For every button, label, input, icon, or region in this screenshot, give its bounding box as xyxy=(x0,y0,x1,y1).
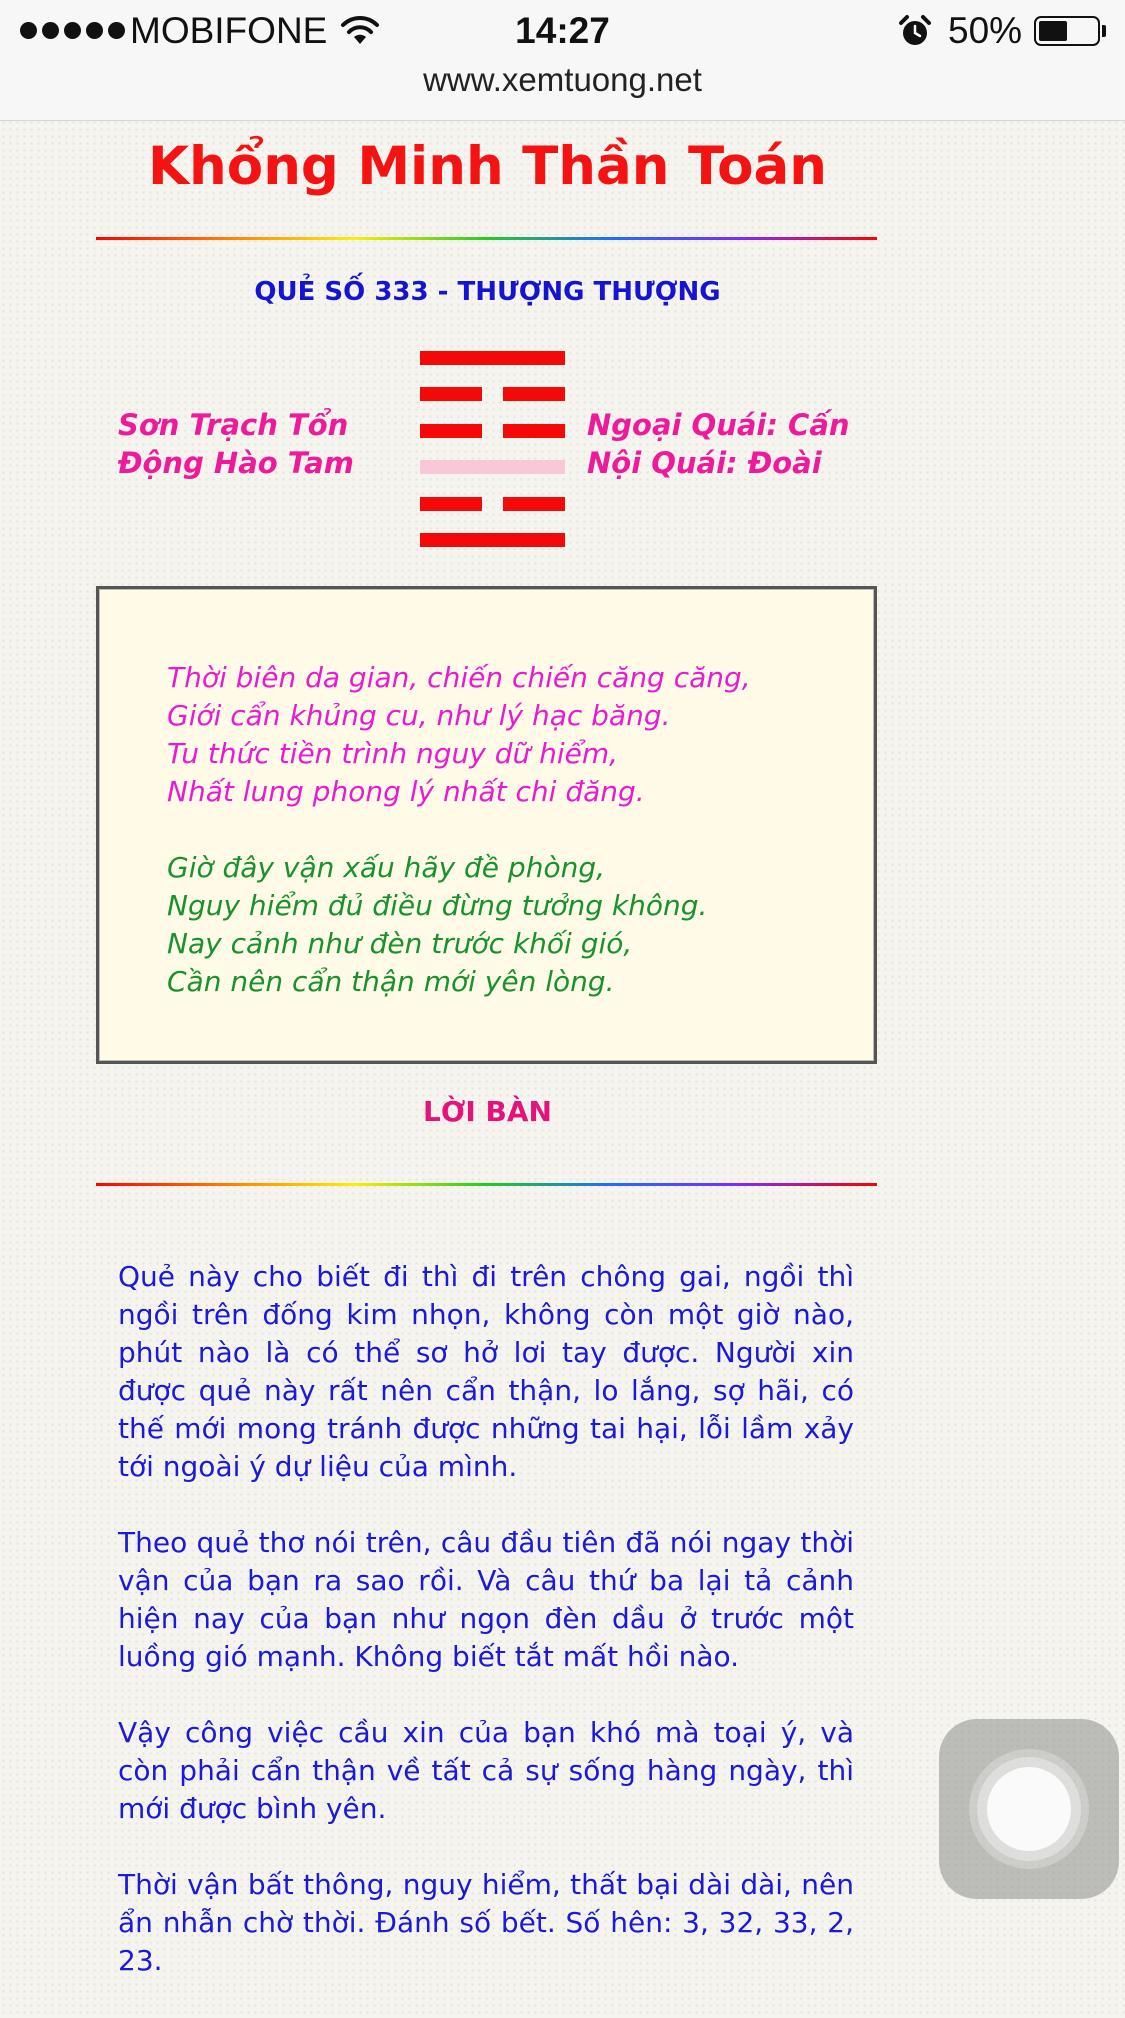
assistive-touch-ring-inner xyxy=(987,1767,1071,1851)
poem-line: Tu thức tiền trình nguy dữ hiểm, xyxy=(167,737,619,770)
poem-line: Nay cảnh như đèn trước khối gió, xyxy=(167,927,633,960)
poem-line: Cần nên cẩn thận mới yên lòng. xyxy=(167,965,615,998)
inner-trigram: Nội Quái: Đoài xyxy=(587,446,822,480)
poem-line: Nguy hiểm đủ điều đừng tưởng không. xyxy=(167,889,708,922)
hexagram-name: Sơn Trạch Tổn xyxy=(118,408,349,442)
hexagram-line-segment xyxy=(503,424,565,438)
carrier-name: MOBIFONE xyxy=(130,10,328,51)
battery-level-fill xyxy=(1039,21,1067,41)
poem-stanza-translation xyxy=(167,849,707,1001)
battery-nub xyxy=(1102,25,1106,37)
trigram-info-block xyxy=(587,406,850,482)
poem-line: Giờ đây vận xấu hãy đề phòng, xyxy=(167,851,606,884)
url-bar[interactable]: www.xemtuong.net xyxy=(423,61,702,98)
hexagram-line-segment xyxy=(503,497,565,511)
hexagram-line-segment xyxy=(420,387,482,401)
commentary xyxy=(118,1258,854,2018)
page-title: Khổng Minh Thần Toán xyxy=(147,136,827,197)
hexagram-line-segment xyxy=(420,424,482,438)
rainbow-divider-top xyxy=(96,237,877,240)
hexagram-line xyxy=(420,533,565,547)
assistive-touch-icon[interactable] xyxy=(939,1719,1119,1899)
battery-icon xyxy=(1034,16,1100,46)
commentary-paragraph: Quẻ này cho biết đi thì đi trên chông gai, ngồi thì ngồi trên đống kim nhọn, không còn một giờ nào, phút nào là có thể sơ hở lơi tay được. Người xin được quẻ này rất nên cẩn thận, lo lắng, sợ hãi, có thế mới mong tránh được những tai hại, lỗi lầm xảy tới ngoài ý dự liệu của mình. xyxy=(118,1260,854,1483)
battery-percent: 50% xyxy=(948,10,1023,51)
hexagram-line xyxy=(420,497,565,511)
hexagram-moving-line xyxy=(420,460,565,474)
hexagram-line xyxy=(420,351,565,365)
hexagram-line-segment xyxy=(420,533,565,547)
commentary-paragraph: Theo quẻ thơ nói trên, câu đầu tiên đã nói ngay thời vận của bạn ra sao rồi. Và câu thứ ba lại tả cảnh hiện nay của bạn như ngọn đèn dầu ở trước một luồng gió mạnh. Không biết tắt mất hồi nào. xyxy=(118,1526,854,1673)
alarm-clock-icon xyxy=(898,14,932,48)
poem-line: Nhất lung phong lý nhất chi đăng. xyxy=(167,775,645,808)
hexagram-line xyxy=(420,424,565,438)
hexagram-figure xyxy=(420,351,565,543)
hexagram-title: QUẺ SỐ 333 - THƯỢNG THƯỢNG xyxy=(254,277,721,307)
commentary-paragraph: Vậy công việc cầu xin của bạn khó mà toại ý, và còn phải cẩn thận về tất cả sự sống hàng ngày, thì mới được bình yên. xyxy=(118,1716,854,1825)
hexagram-line-segment xyxy=(420,351,565,365)
commentary-paragraph: Thời vận bất thông, nguy hiểm, thất bại dài dài, nên ẩn nhẫn chờ thời. Đánh số bết. Số hên: 3, 32, 33, 2, 23. xyxy=(118,1868,854,1977)
outer-trigram: Ngoại Quái: Cấn xyxy=(587,408,850,442)
hexagram-line-segment xyxy=(420,460,565,474)
hexagram-line-segment xyxy=(503,387,565,401)
status-time: 14:27 xyxy=(515,10,610,51)
rainbow-divider-bottom xyxy=(96,1183,877,1186)
section-title: LỜI BÀN xyxy=(423,1095,552,1128)
hexagram-name-block xyxy=(118,406,354,482)
poem-line: Giới cẩn khủng cu, như lý hạc băng. xyxy=(167,699,671,732)
moving-line-label: Động Hào Tam xyxy=(118,446,354,480)
poem-line: Thời biên da gian, chiến chiến căng căng, xyxy=(167,661,751,694)
hexagram-line xyxy=(420,387,565,401)
poem-stanza-original xyxy=(167,659,751,811)
status-bar xyxy=(0,0,1125,121)
hexagram-line-segment xyxy=(420,497,482,511)
poem-box xyxy=(96,586,877,1064)
